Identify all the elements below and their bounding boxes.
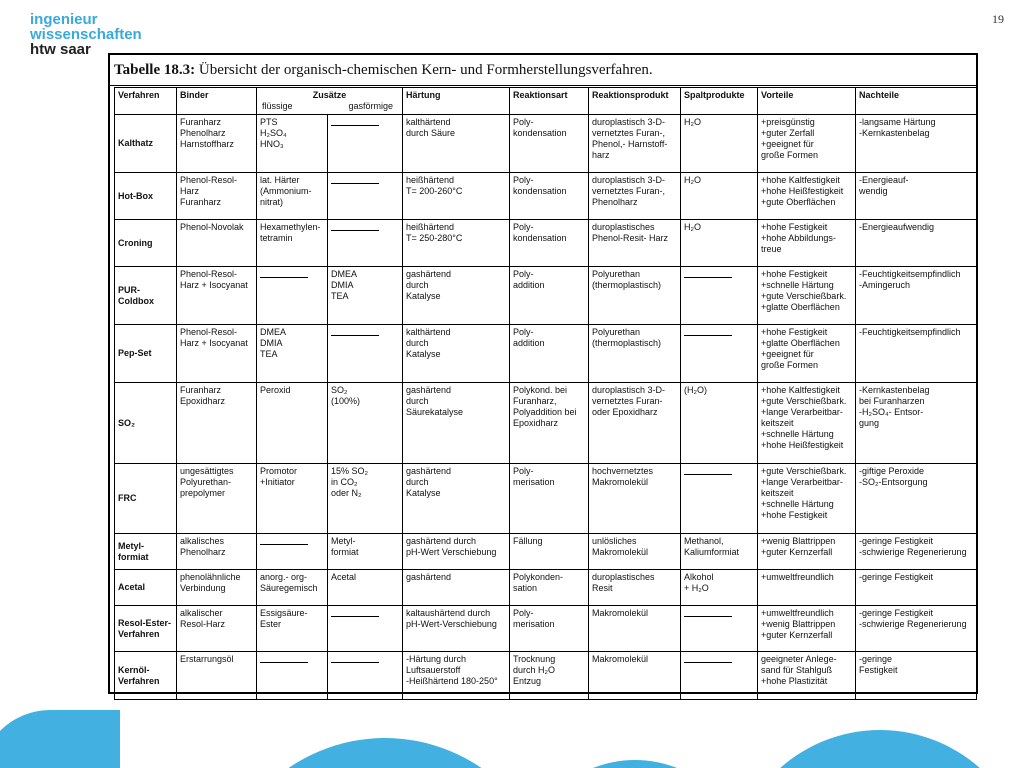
- cell-reaktionsprodukt: Makromolekül: [589, 652, 681, 700]
- empty-dash: [331, 662, 379, 663]
- table-body: [115, 115, 977, 700]
- empty-dash: [331, 230, 379, 231]
- cell-spaltprodukte: [681, 606, 758, 652]
- empty-dash: [331, 616, 379, 617]
- cell-haertung: kalthärtend durch Katalyse: [403, 325, 510, 383]
- empty-dash: [331, 183, 379, 184]
- cell-gasfoermige: [328, 606, 403, 652]
- caption-label: Tabelle 18.3:: [114, 62, 196, 78]
- cell-nachteile: -geringe Festigkeit -schwierige Regenerierung: [856, 606, 977, 652]
- empty-dash: [331, 335, 379, 336]
- cell-gasfoermige: [328, 652, 403, 700]
- cell-binder: Furanharz Phenolharz Harnstoffharz: [177, 115, 257, 173]
- cell-binder: Phenol-Resol- Harz + Isocyanat: [177, 267, 257, 325]
- cell-spaltprodukte: H₂O: [681, 220, 758, 267]
- cell-gasfoermige: [328, 325, 403, 383]
- cell-verfahren: FRC: [115, 464, 177, 534]
- header-spaltprodukte: Spaltprodukte: [681, 88, 758, 115]
- cell-vorteile: +gute Verschießbark. +lange Verarbeitbar- keitszeit +schnelle Härtung +hohe Festigkeit: [758, 464, 856, 534]
- cell-nachteile: -Energieauf- wendig: [856, 173, 977, 220]
- decorative-shapes: [0, 690, 1024, 768]
- cell-reaktionsart: Poly- kondensation: [510, 173, 589, 220]
- cell-spaltprodukte: [681, 325, 758, 383]
- cell-nachteile: -Kernkastenbelag bei Furanharzen -H₂SO₄- Entsor- gung: [856, 383, 977, 464]
- logo-line-3: htw saar: [30, 41, 91, 58]
- cell-reaktionsprodukt: duroplastisch 3-D- vernetztes Furan- oder Epoxidharz: [589, 383, 681, 464]
- empty-dash: [260, 662, 308, 663]
- cell-vorteile: +umweltfreundlich: [758, 570, 856, 606]
- table-row: [115, 652, 977, 700]
- table-row: [115, 464, 977, 534]
- cell-fluessige: PTS H₂SO₄ HNO₃: [257, 115, 328, 173]
- cell-haertung: gashärtend durch pH-Wert Verschiebung: [403, 534, 510, 570]
- table-row: [115, 220, 977, 267]
- cell-spaltprodukte: [681, 267, 758, 325]
- table-row: [115, 173, 977, 220]
- cell-reaktionsprodukt: duroplastisches Resit: [589, 570, 681, 606]
- cell-vorteile: geeigneter Anlege- sand für Stahlguß +hohe Plastizität: [758, 652, 856, 700]
- table-row: [115, 115, 977, 173]
- deco-shape-1: [0, 710, 120, 768]
- cell-gasfoermige: Metyl- formiat: [328, 534, 403, 570]
- header-verfahren: Verfahren: [115, 88, 177, 115]
- cell-vorteile: +hohe Kaltfestigkeit +hohe Heißfestigkeit +gute Oberflächen: [758, 173, 856, 220]
- cell-haertung: gashärtend: [403, 570, 510, 606]
- table-row: [115, 534, 977, 570]
- cell-reaktionsart: Fällung: [510, 534, 589, 570]
- cell-verfahren: SO₂: [115, 383, 177, 464]
- cell-verfahren: Acetal: [115, 570, 177, 606]
- cell-fluessige: Peroxid: [257, 383, 328, 464]
- cell-haertung: kaltaushärtend durch pH-Wert-Verschiebung: [403, 606, 510, 652]
- cell-nachteile: -langsame Härtung -Kernkastenbelag: [856, 115, 977, 173]
- cell-gasfoermige: DMEA DMIA TEA: [328, 267, 403, 325]
- header-haertung: Härtung: [403, 88, 510, 115]
- cell-gasfoermige: [328, 173, 403, 220]
- cell-vorteile: +hohe Festigkeit +hohe Abbildungs- treue: [758, 220, 856, 267]
- cell-binder: alkalischer Resol-Harz: [177, 606, 257, 652]
- cell-fluessige: [257, 652, 328, 700]
- empty-dash: [684, 277, 732, 278]
- cell-verfahren: Kalthatz: [115, 115, 177, 173]
- cell-verfahren: Pep-Set: [115, 325, 177, 383]
- cell-nachteile: -giftige Peroxide -SO₂-Entsorgung: [856, 464, 977, 534]
- table-row: [115, 606, 977, 652]
- table-row: [115, 325, 977, 383]
- header-reaktionsprodukt: Reaktionsprodukt: [589, 88, 681, 115]
- cell-fluessige: [257, 267, 328, 325]
- header-nachteile: Nachteile: [856, 88, 977, 115]
- cell-verfahren: Resol-Ester- Verfahren: [115, 606, 177, 652]
- cell-haertung: -Härtung durch Luftsauerstoff -Heißhärtend 180-250°: [403, 652, 510, 700]
- cell-verfahren: Croning: [115, 220, 177, 267]
- empty-dash: [331, 125, 379, 126]
- cell-vorteile: +preisgünstig +guter Zerfall +geeignet für große Formen: [758, 115, 856, 173]
- page-number: 19: [992, 12, 1004, 26]
- cell-gasfoermige: Acetal: [328, 570, 403, 606]
- process-table: [114, 87, 977, 700]
- cell-spaltprodukte: H₂O: [681, 115, 758, 173]
- cell-vorteile: +umweltfreundlich +wenig Blattrippen +guter Kernzerfall: [758, 606, 856, 652]
- header-zusaetze-label: Zusätze: [312, 90, 347, 100]
- cell-spaltprodukte: Methanol, Kaliumformiat: [681, 534, 758, 570]
- cell-reaktionsprodukt: Polyurethan (thermoplastisch): [589, 267, 681, 325]
- cell-reaktionsprodukt: hochvernetztes Makromolekül: [589, 464, 681, 534]
- cell-nachteile: -geringe Festigkeit -schwierige Regenerierung: [856, 534, 977, 570]
- table-caption: [110, 55, 976, 86]
- cell-fluessige: [257, 534, 328, 570]
- logo-line-1: ingenieur: [30, 11, 98, 28]
- header-row: [115, 88, 977, 115]
- cell-vorteile: +hohe Kaltfestigkeit +gute Verschießbark. +lange Verarbeitbar- keitszeit +schnelle Härtung +hohe Heißfestigkeit: [758, 383, 856, 464]
- cell-haertung: gashärtend durch Säurekatalyse: [403, 383, 510, 464]
- cell-reaktionsprodukt: duroplastisches Phenol-Resit- Harz: [589, 220, 681, 267]
- cell-vorteile: +hohe Festigkeit +glatte Oberflächen +geeignet für große Formen: [758, 325, 856, 383]
- cell-binder: phenolähnliche Verbindung: [177, 570, 257, 606]
- cell-haertung: heißhärtend T= 200-260°C: [403, 173, 510, 220]
- cell-spaltprodukte: H₂O: [681, 173, 758, 220]
- cell-fluessige: Essigsäure- Ester: [257, 606, 328, 652]
- cell-fluessige: Hexamethylen- tetramin: [257, 220, 328, 267]
- cell-vorteile: +hohe Festigkeit +schnelle Härtung +gute Verschießbark. +glatte Oberflächen: [758, 267, 856, 325]
- cell-gasfoermige: SO₂ (100%): [328, 383, 403, 464]
- header-reaktionsart: Reaktionsart: [510, 88, 589, 115]
- cell-gasfoermige: [328, 220, 403, 267]
- cell-binder: Furanharz Epoxidharz: [177, 383, 257, 464]
- cell-nachteile: -Feuchtigkeitsempfindlich: [856, 325, 977, 383]
- header-gasfoermige: gasförmige: [348, 101, 394, 111]
- cell-reaktionsart: Poly- kondensation: [510, 115, 589, 173]
- table-frame: [108, 53, 978, 694]
- cell-reaktionsart: Poly- merisation: [510, 606, 589, 652]
- cell-reaktionsart: Polykond. bei Furanharz, Polyaddition bei Epoxidharz: [510, 383, 589, 464]
- deco-shape-4: [730, 730, 1024, 768]
- cell-binder: Phenol-Resol- Harz Furanharz: [177, 173, 257, 220]
- header-binder: Binder: [177, 88, 257, 115]
- cell-haertung: heißhärtend T= 250-280°C: [403, 220, 510, 267]
- empty-dash: [684, 662, 732, 663]
- header-vorteile: Vorteile: [758, 88, 856, 115]
- cell-reaktionsart: Poly- addition: [510, 267, 589, 325]
- cell-vorteile: +wenig Blattrippen +guter Kernzerfall: [758, 534, 856, 570]
- cell-nachteile: -geringe Festigkeit: [856, 570, 977, 606]
- header-zusaetze: [257, 88, 403, 115]
- cell-reaktionsprodukt: Makromolekül: [589, 606, 681, 652]
- empty-dash: [684, 474, 732, 475]
- htw-saar-logo: [30, 12, 142, 57]
- logo-line-2: wissenschaften: [30, 26, 142, 43]
- cell-binder: Erstarrungsöl: [177, 652, 257, 700]
- cell-binder: ungesättigtes Polyurethan- prepolymer: [177, 464, 257, 534]
- cell-nachteile: -Energieaufwendig: [856, 220, 977, 267]
- cell-reaktionsart: Poly- merisation: [510, 464, 589, 534]
- empty-dash: [260, 544, 308, 545]
- cell-haertung: gashärtend durch Katalyse: [403, 267, 510, 325]
- cell-verfahren: Metyl- formiat: [115, 534, 177, 570]
- cell-binder: alkalisches Phenolharz: [177, 534, 257, 570]
- cell-verfahren: Kernöl- Verfahren: [115, 652, 177, 700]
- cell-reaktionsart: Poly- kondensation: [510, 220, 589, 267]
- empty-dash: [260, 277, 308, 278]
- table-row: [115, 267, 977, 325]
- cell-reaktionsprodukt: duroplastisch 3-D- vernetztes Furan-, Phenolharz: [589, 173, 681, 220]
- cell-fluessige: DMEA DMIA TEA: [257, 325, 328, 383]
- cell-gasfoermige: 15% SO₂ in CO₂ oder N₂: [328, 464, 403, 534]
- header-fluessige: flüssige: [262, 101, 293, 111]
- cell-spaltprodukte: (H₂O): [681, 383, 758, 464]
- cell-nachteile: -geringe Festigkeit: [856, 652, 977, 700]
- cell-fluessige: Promotor +Initiator: [257, 464, 328, 534]
- cell-spaltprodukte: [681, 652, 758, 700]
- cell-fluessige: anorg.- org- Säuregemisch: [257, 570, 328, 606]
- cell-haertung: kalthärtend durch Säure: [403, 115, 510, 173]
- cell-nachteile: -Feuchtigkeitsempfindlich -Amingeruch: [856, 267, 977, 325]
- cell-verfahren: Hot-Box: [115, 173, 177, 220]
- cell-reaktionsart: Trocknung durch H₂O Entzug: [510, 652, 589, 700]
- cell-reaktionsart: Polykonden- sation: [510, 570, 589, 606]
- cell-reaktionsart: Poly- addition: [510, 325, 589, 383]
- empty-dash: [684, 616, 732, 617]
- cell-verfahren: PUR- Coldbox: [115, 267, 177, 325]
- deco-shape-3: [520, 760, 750, 768]
- cell-haertung: gashärtend durch Katalyse: [403, 464, 510, 534]
- cell-spaltprodukte: Alkohol + H₂O: [681, 570, 758, 606]
- deco-shape-2: [215, 738, 555, 768]
- cell-spaltprodukte: [681, 464, 758, 534]
- cell-gasfoermige: [328, 115, 403, 173]
- cell-reaktionsprodukt: duroplastisch 3-D- vernetztes Furan-, Phenol,- Harnstoff- harz: [589, 115, 681, 173]
- table-row: [115, 383, 977, 464]
- cell-reaktionsprodukt: Polyurethan (thermoplastisch): [589, 325, 681, 383]
- cell-binder: Phenol-Novolak: [177, 220, 257, 267]
- caption-text: Übersicht der organisch-chemischen Kern- und Formherstellungsverfahren.: [195, 62, 653, 78]
- cell-fluessige: lat. Härter (Ammonium- nitrat): [257, 173, 328, 220]
- cell-binder: Phenol-Resol- Harz + Isocyanat: [177, 325, 257, 383]
- empty-dash: [684, 335, 732, 336]
- cell-reaktionsprodukt: unlösliches Makromolekül: [589, 534, 681, 570]
- table-row: [115, 570, 977, 606]
